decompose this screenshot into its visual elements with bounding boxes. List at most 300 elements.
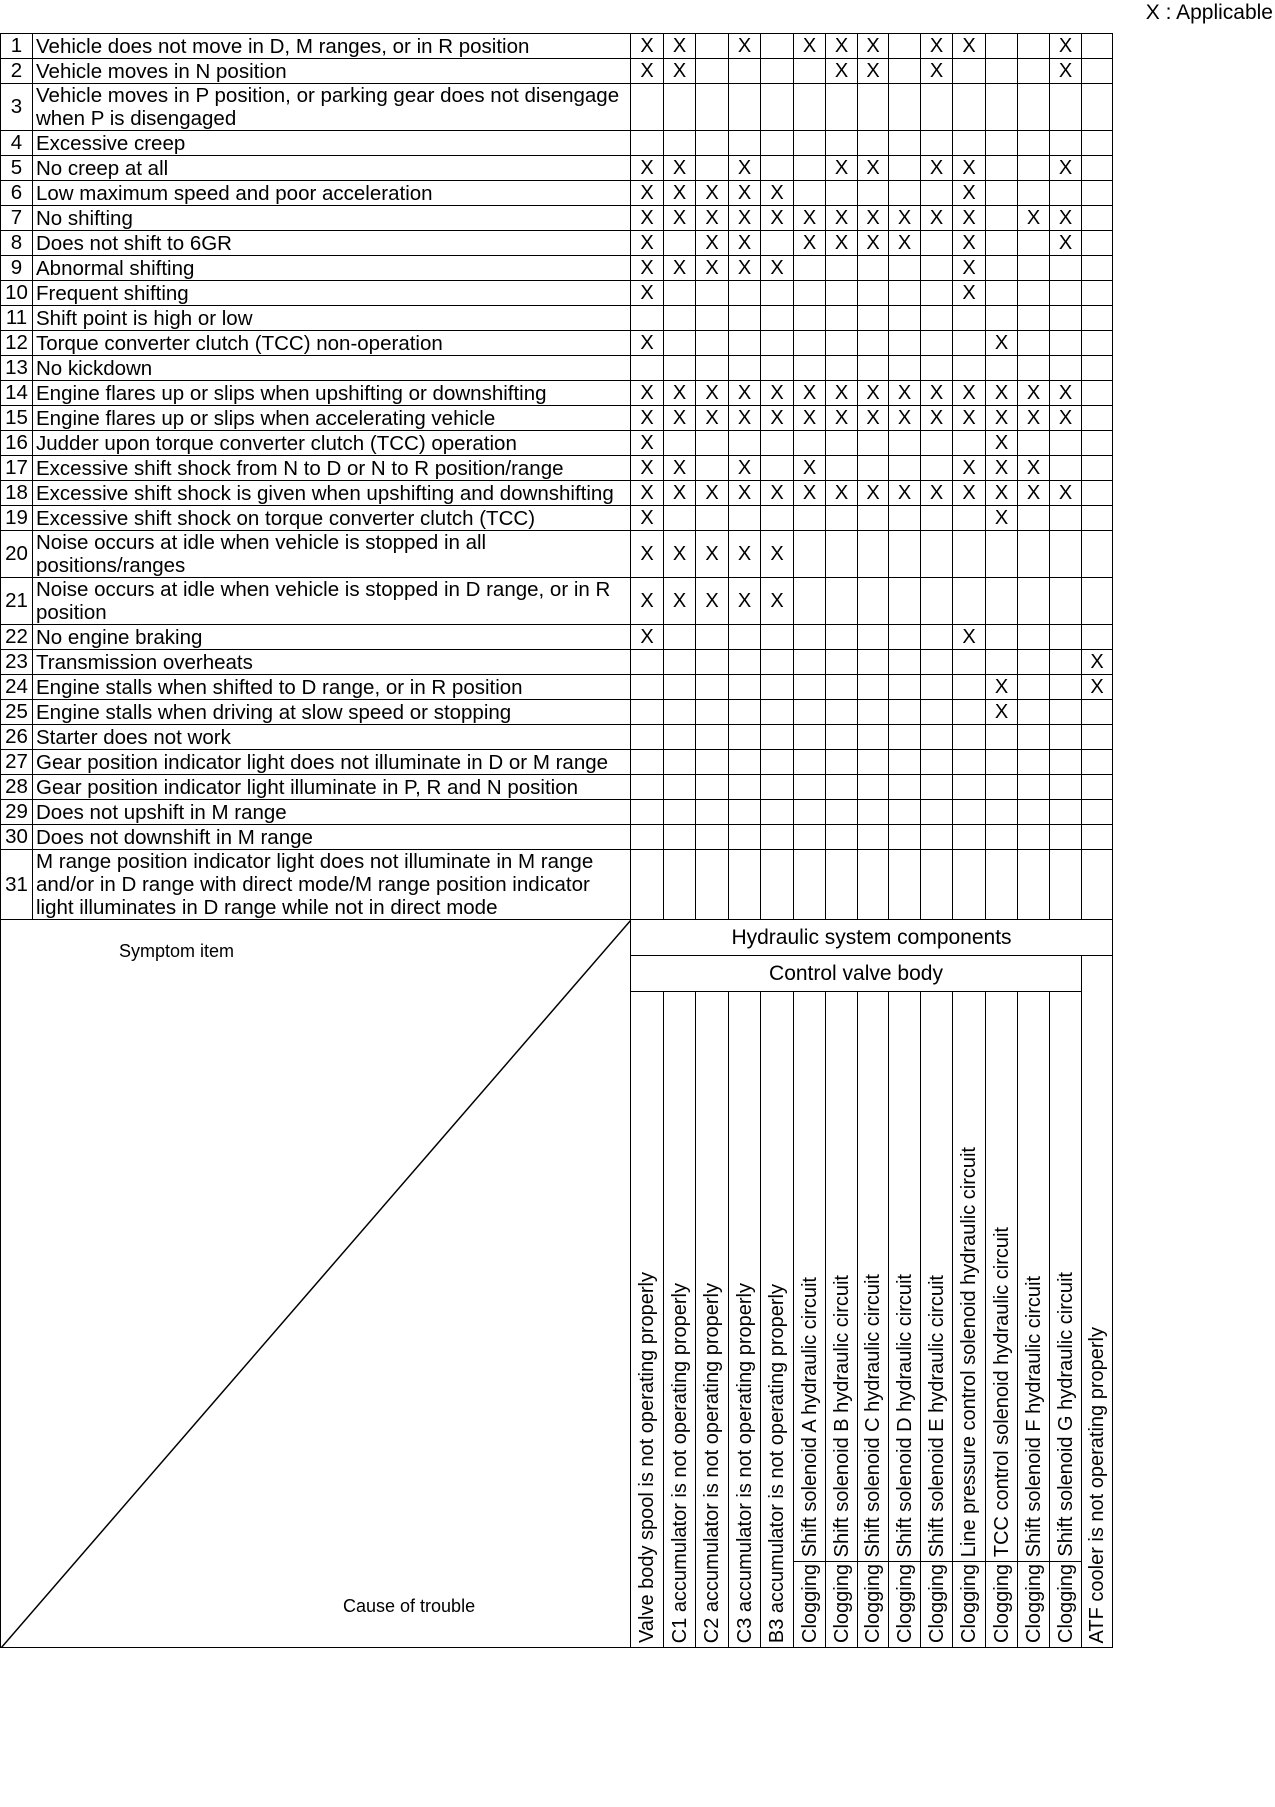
applicability-cell (858, 281, 889, 306)
applicability-cell (696, 34, 729, 59)
applicability-cell: X (1050, 381, 1082, 406)
table-row (1, 181, 1113, 206)
applicability-cell: X (1050, 59, 1082, 84)
table-row (1, 725, 1113, 750)
applicability-cell (921, 531, 953, 578)
applicability-cell (826, 625, 858, 650)
applicability-cell (953, 725, 986, 750)
applicability-cell: X (664, 156, 696, 181)
applicability-cell: X (858, 206, 889, 231)
applicability-cell (1050, 675, 1082, 700)
table-row (1, 156, 1113, 181)
legend: X : Applicable (1145, 1, 1273, 24)
row-number: 1 (1, 34, 33, 59)
applicability-cell: X (761, 481, 794, 506)
applicability-cell: X (953, 181, 986, 206)
row-number: 11 (1, 306, 33, 331)
applicability-cell (1018, 675, 1050, 700)
applicability-cell: X (953, 456, 986, 481)
applicability-cell (1050, 700, 1082, 725)
symptom-text: Vehicle moves in N position (33, 59, 631, 84)
applicability-cell: X (696, 406, 729, 431)
applicability-cell: X (921, 206, 953, 231)
applicability-cell (729, 650, 761, 675)
applicability-cell (1050, 306, 1082, 331)
applicability-cell (664, 331, 696, 356)
applicability-cell (921, 306, 953, 331)
row-number: 7 (1, 206, 33, 231)
applicability-cell (986, 356, 1018, 381)
applicability-cell (729, 431, 761, 456)
applicability-cell (986, 281, 1018, 306)
applicability-cell (1082, 381, 1113, 406)
applicability-cell (1018, 131, 1050, 156)
applicability-cell (664, 306, 696, 331)
row-number: 28 (1, 775, 33, 800)
table-row (1, 825, 1113, 850)
table-row (1, 281, 1113, 306)
column-header-text: Valve body spool is not operating properly (636, 1272, 658, 1643)
applicability-cell (889, 306, 921, 331)
applicability-cell: X (664, 531, 696, 578)
applicability-cell: X (631, 578, 664, 625)
table-row (1, 506, 1113, 531)
applicability-cell (889, 456, 921, 481)
applicability-cell (1050, 725, 1082, 750)
applicability-cell (664, 650, 696, 675)
applicability-cell: X (858, 231, 889, 256)
applicability-cell: X (921, 381, 953, 406)
table-row (1, 231, 1113, 256)
applicability-cell (1082, 156, 1113, 181)
applicability-cell (729, 825, 761, 850)
row-number: 23 (1, 650, 33, 675)
applicability-cell: X (729, 381, 761, 406)
applicability-cell (664, 725, 696, 750)
applicability-cell (664, 231, 696, 256)
applicability-cell (889, 650, 921, 675)
applicability-cell (1050, 331, 1082, 356)
applicability-cell: X (826, 381, 858, 406)
applicability-cell: X (953, 406, 986, 431)
applicability-cell (1018, 306, 1050, 331)
applicability-cell: X (1050, 34, 1082, 59)
applicability-cell: X (664, 406, 696, 431)
applicability-cell (664, 131, 696, 156)
symptom-item-label: Symptom item (119, 941, 235, 961)
applicability-cell: X (729, 406, 761, 431)
applicability-cell (1082, 431, 1113, 456)
applicability-cell (1018, 531, 1050, 578)
applicability-cell (826, 650, 858, 675)
applicability-cell (826, 800, 858, 825)
row-number: 12 (1, 331, 33, 356)
row-number: 15 (1, 406, 33, 431)
applicability-cell (1050, 775, 1082, 800)
applicability-cell (729, 675, 761, 700)
applicability-cell (729, 84, 761, 131)
cause-of-trouble-label: Cause of trouble (343, 1596, 476, 1616)
applicability-cell: X (631, 531, 664, 578)
row-number: 14 (1, 381, 33, 406)
applicability-cell: X (1018, 481, 1050, 506)
applicability-cell (858, 578, 889, 625)
symptom-text: Noise occurs at idle when vehicle is stopped in D range, or in R position (33, 578, 631, 625)
applicability-cell: X (664, 578, 696, 625)
applicability-cell: X (953, 156, 986, 181)
applicability-cell (664, 800, 696, 825)
applicability-cell (921, 281, 953, 306)
applicability-cell (729, 506, 761, 531)
applicability-cell (826, 750, 858, 775)
column-header-text: Shift solenoid C hydraulic circuit (862, 1273, 884, 1557)
row-number: 21 (1, 578, 33, 625)
applicability-cell (729, 331, 761, 356)
applicability-cell (761, 825, 794, 850)
applicability-cell: X (729, 231, 761, 256)
row-number: 8 (1, 231, 33, 256)
applicability-cell: X (953, 206, 986, 231)
symptom-text: Vehicle moves in P position, or parking gear does not disengage when P is disengaged (33, 84, 631, 131)
table-row (1, 531, 1113, 578)
applicability-cell (953, 675, 986, 700)
applicability-cell: X (858, 59, 889, 84)
applicability-cell: X (794, 206, 826, 231)
applicability-cell: X (953, 381, 986, 406)
column-header (921, 992, 953, 1562)
clogging-text: Clogging (862, 1564, 884, 1643)
applicability-cell (696, 625, 729, 650)
applicability-cell: X (794, 231, 826, 256)
applicability-cell (889, 750, 921, 775)
applicability-cell (696, 84, 729, 131)
column-header (664, 992, 696, 1648)
applicability-cell (858, 775, 889, 800)
applicability-cell (761, 750, 794, 775)
applicability-cell (761, 84, 794, 131)
applicability-cell: X (1050, 231, 1082, 256)
clogging-label (1050, 1562, 1082, 1648)
applicability-cell: X (1050, 406, 1082, 431)
applicability-cell: X (986, 506, 1018, 531)
applicability-cell (1082, 181, 1113, 206)
symptom-text: Gear position indicator light does not illuminate in D or M range (33, 750, 631, 775)
applicability-cell: X (953, 481, 986, 506)
applicability-cell (761, 775, 794, 800)
applicability-cell (826, 281, 858, 306)
applicability-cell (1082, 356, 1113, 381)
symptom-text: Transmission overheats (33, 650, 631, 675)
applicability-cell (953, 356, 986, 381)
applicability-cell: X (631, 181, 664, 206)
applicability-cell (696, 675, 729, 700)
applicability-cell (986, 850, 1018, 920)
applicability-cell (921, 850, 953, 920)
applicability-cell (1050, 456, 1082, 481)
symptom-text: Does not upshift in M range (33, 800, 631, 825)
applicability-cell (889, 506, 921, 531)
applicability-cell (729, 850, 761, 920)
symptom-text: Starter does not work (33, 725, 631, 750)
applicability-cell (889, 775, 921, 800)
applicability-cell (986, 156, 1018, 181)
applicability-cell (664, 84, 696, 131)
applicability-cell (826, 700, 858, 725)
applicability-cell (889, 531, 921, 578)
applicability-cell (921, 800, 953, 825)
applicability-cell (631, 825, 664, 850)
applicability-cell: X (986, 381, 1018, 406)
applicability-cell: X (696, 256, 729, 281)
applicability-cell (889, 156, 921, 181)
table-row (1, 381, 1113, 406)
symptom-text: Does not downshift in M range (33, 825, 631, 850)
applicability-cell (696, 775, 729, 800)
applicability-cell (1082, 578, 1113, 625)
row-number: 25 (1, 700, 33, 725)
applicability-cell (1082, 800, 1113, 825)
applicability-cell: X (986, 700, 1018, 725)
applicability-cell (1082, 850, 1113, 920)
applicability-cell (1018, 431, 1050, 456)
applicability-cell: X (826, 481, 858, 506)
applicability-cell (921, 181, 953, 206)
applicability-cell (986, 775, 1018, 800)
applicability-cell (1018, 775, 1050, 800)
applicability-cell (858, 531, 889, 578)
table-row (1, 625, 1113, 650)
applicability-cell (761, 231, 794, 256)
applicability-cell (1018, 725, 1050, 750)
table-row (1, 331, 1113, 356)
applicability-cell (858, 431, 889, 456)
symptom-text: No engine braking (33, 625, 631, 650)
header-row-group (1, 920, 1113, 956)
applicability-cell (986, 531, 1018, 578)
column-header (986, 992, 1018, 1562)
applicability-cell: X (729, 206, 761, 231)
column-header (826, 992, 858, 1562)
column-header-text: C3 accumulator is not operating properly (733, 1282, 756, 1643)
applicability-cell: X (986, 331, 1018, 356)
applicability-cell (858, 356, 889, 381)
applicability-cell: X (921, 406, 953, 431)
symptom-text: Torque converter clutch (TCC) non-operation (33, 331, 631, 356)
applicability-cell (761, 431, 794, 456)
applicability-cell: X (761, 531, 794, 578)
table-row (1, 850, 1113, 920)
applicability-cell (1018, 156, 1050, 181)
applicability-cell (1050, 650, 1082, 675)
applicability-cell (826, 850, 858, 920)
applicability-cell: X (986, 406, 1018, 431)
applicability-cell (761, 59, 794, 84)
applicability-cell (794, 181, 826, 206)
applicability-cell: X (631, 456, 664, 481)
applicability-cell (889, 59, 921, 84)
applicability-cell (889, 131, 921, 156)
symptom-text: Low maximum speed and poor acceleration (33, 181, 631, 206)
column-header (1018, 992, 1050, 1562)
applicability-cell (761, 281, 794, 306)
applicability-cell: X (858, 406, 889, 431)
column-header-text: Shift solenoid E hydraulic circuit (925, 1274, 948, 1557)
applicability-cell (858, 800, 889, 825)
applicability-cell: X (664, 481, 696, 506)
applicability-cell (826, 506, 858, 531)
applicability-cell (1018, 231, 1050, 256)
applicability-cell (1082, 531, 1113, 578)
row-number: 24 (1, 675, 33, 700)
applicability-cell (953, 700, 986, 725)
applicability-cell (858, 331, 889, 356)
applicability-cell (794, 256, 826, 281)
troubleshooting-matrix (0, 33, 1113, 1648)
applicability-cell (1050, 625, 1082, 650)
applicability-cell (761, 306, 794, 331)
applicability-cell (729, 306, 761, 331)
applicability-cell (826, 306, 858, 331)
applicability-cell (953, 131, 986, 156)
applicability-cell (921, 650, 953, 675)
applicability-cell: X (631, 231, 664, 256)
applicability-cell (794, 84, 826, 131)
applicability-cell (1082, 331, 1113, 356)
applicability-cell (794, 775, 826, 800)
symptom-text: No creep at all (33, 156, 631, 181)
applicability-cell: X (761, 381, 794, 406)
applicability-cell: X (729, 456, 761, 481)
row-number: 2 (1, 59, 33, 84)
applicability-cell: X (1018, 381, 1050, 406)
applicability-cell: X (889, 231, 921, 256)
applicability-cell (858, 456, 889, 481)
applicability-cell (794, 578, 826, 625)
applicability-cell (1082, 625, 1113, 650)
applicability-cell (826, 256, 858, 281)
applicability-cell: X (631, 481, 664, 506)
applicability-cell (1082, 131, 1113, 156)
column-header-text: C1 accumulator is not operating properly (668, 1282, 691, 1643)
applicability-cell (729, 281, 761, 306)
applicability-cell (953, 750, 986, 775)
applicability-cell (1018, 281, 1050, 306)
column-header-text: Line pressure control solenoid hydraulic circuit (958, 1146, 980, 1557)
column-header-text: B3 accumulator is not operating properly (766, 1283, 788, 1643)
clogging-label (986, 1562, 1018, 1648)
applicability-cell (696, 825, 729, 850)
table-row (1, 650, 1113, 675)
applicability-cell (953, 650, 986, 675)
applicability-cell (921, 84, 953, 131)
applicability-cell: X (696, 231, 729, 256)
applicability-cell (664, 625, 696, 650)
applicability-cell (1018, 256, 1050, 281)
table-row (1, 431, 1113, 456)
applicability-cell: X (858, 156, 889, 181)
applicability-cell (664, 431, 696, 456)
applicability-cell (631, 131, 664, 156)
applicability-cell (729, 800, 761, 825)
applicability-cell (1018, 34, 1050, 59)
applicability-cell (889, 356, 921, 381)
diagonal-divider (1, 920, 631, 1648)
applicability-cell: X (664, 59, 696, 84)
table-row (1, 34, 1113, 59)
applicability-cell: X (1018, 406, 1050, 431)
applicability-cell (1050, 356, 1082, 381)
applicability-cell (953, 59, 986, 84)
applicability-cell (889, 84, 921, 131)
clogging-text: Clogging (990, 1564, 1013, 1643)
clogging-text: Clogging (1022, 1564, 1045, 1643)
applicability-cell: X (858, 34, 889, 59)
applicability-cell (921, 725, 953, 750)
applicability-cell (696, 281, 729, 306)
applicability-cell (794, 725, 826, 750)
applicability-cell (1050, 131, 1082, 156)
applicability-cell (631, 750, 664, 775)
applicability-cell (1082, 481, 1113, 506)
applicability-cell (696, 650, 729, 675)
applicability-cell (953, 506, 986, 531)
applicability-cell (826, 84, 858, 131)
clogging-label (794, 1562, 826, 1648)
applicability-cell (794, 700, 826, 725)
applicability-cell (794, 675, 826, 700)
applicability-cell (826, 356, 858, 381)
applicability-cell (1082, 206, 1113, 231)
applicability-cell: X (631, 625, 664, 650)
applicability-cell (1082, 775, 1113, 800)
applicability-cell (889, 281, 921, 306)
applicability-cell: X (889, 406, 921, 431)
applicability-cell: X (953, 256, 986, 281)
applicability-cell: X (1050, 481, 1082, 506)
applicability-cell (794, 131, 826, 156)
symptom-text: No kickdown (33, 356, 631, 381)
applicability-cell (1050, 531, 1082, 578)
applicability-cell (761, 456, 794, 481)
applicability-cell (794, 331, 826, 356)
applicability-cell: X (889, 206, 921, 231)
applicability-cell (761, 506, 794, 531)
applicability-cell (826, 775, 858, 800)
symptom-text: Excessive shift shock on torque converter clutch (TCC) (33, 506, 631, 531)
applicability-cell (1018, 331, 1050, 356)
column-header (794, 992, 826, 1562)
applicability-cell (986, 750, 1018, 775)
applicability-cell (1018, 825, 1050, 850)
applicability-cell (631, 775, 664, 800)
column-header-text: Shift solenoid F hydraulic circuit (1022, 1275, 1045, 1557)
applicability-cell (1018, 181, 1050, 206)
row-number: 19 (1, 506, 33, 531)
applicability-cell (858, 131, 889, 156)
applicability-cell (696, 59, 729, 84)
applicability-cell (1018, 625, 1050, 650)
applicability-cell (794, 356, 826, 381)
row-number: 6 (1, 181, 33, 206)
applicability-cell (889, 625, 921, 650)
applicability-cell (826, 456, 858, 481)
applicability-cell (696, 431, 729, 456)
applicability-cell (826, 531, 858, 578)
symptom-text: Excessive creep (33, 131, 631, 156)
applicability-cell (953, 850, 986, 920)
applicability-cell: X (631, 34, 664, 59)
row-number: 22 (1, 625, 33, 650)
